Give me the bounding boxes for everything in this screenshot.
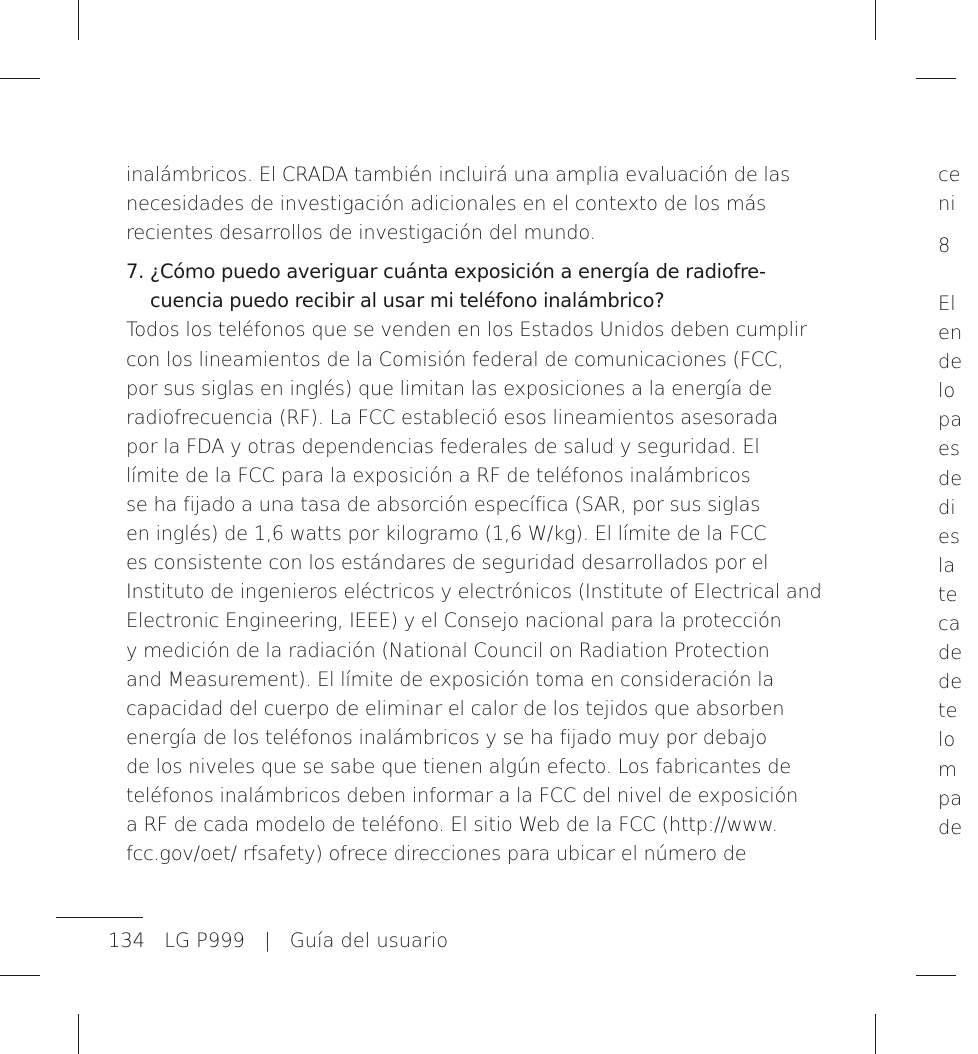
fragment-line: 8 [938,234,951,257]
fragment-line: lo [938,728,956,752]
fragment-line: pa [938,408,963,432]
text-line: se ha fijado a una tasa de absorción específica (SAR, por sus siglas [126,493,761,517]
crop-mark [0,78,40,79]
fragment-line: lo [938,379,956,403]
adjacent-page-heading-fragment [938,231,978,260]
text-line: teléfonos inalámbricos deben informar a la FCC del nivel de exposición [126,783,799,807]
intro-paragraph [126,160,826,247]
text-line: con los lineamientos de la Comisión federal de comunicaciones (FCC, [126,347,784,371]
page-number: 134 [108,929,146,952]
adjacent-page-top-fragment [938,160,978,218]
fragment-line: pa [938,786,963,810]
text-line: de los niveles que se sabe que tienen algún efecto. Los fabricantes de [126,754,791,778]
footer-guide-title: Guía del usuario [289,929,449,952]
text-line: Todos los teléfonos que se venden en los Estados Unidos deben cumplir [126,318,807,342]
crop-mark [875,0,876,40]
fragment-line: di [938,495,956,519]
page-footer [108,926,461,955]
adjacent-page-body-fragment [938,289,978,842]
crop-mark [875,1014,876,1054]
fragment-line: de [938,670,963,694]
fragment-line: m [938,757,957,781]
heading-line: 7. ¿Cómo puedo averiguar cuánta exposición a energía de radiofre- [126,260,766,284]
fragment-line: de [938,641,963,665]
heading-line: cuencia puedo recibir al usar mi teléfono inalámbrico? [150,289,665,313]
fragment-line: te [938,582,958,606]
fragment-line: ce [938,163,961,186]
text-line: recientes desarrollos de investigación del mundo. [126,221,596,245]
fragment-line: de [938,466,963,490]
crop-mark [916,975,956,976]
main-text-column [126,160,826,868]
text-line: límite de la FCC para la exposición a RF de teléfonos inalámbricos [126,463,751,487]
text-line: es consistente con los estándares de seguridad desarrollados por el [126,551,769,575]
text-line: energía de los teléfonos inalámbricos y se ha fijado muy por debajo [126,725,767,749]
fragment-line: en [938,321,963,345]
section-heading [126,257,826,315]
fragment-line: es [938,524,961,548]
fragment-line: de [938,350,963,374]
crop-mark [78,1014,79,1054]
fragment-line: la [938,553,956,577]
text-line: y medición de la radiación (National Council on Radiation Protection [126,638,770,662]
footer-model: LG P999 [164,929,245,952]
fragment-line: ni [938,192,956,216]
text-line: por sus siglas en inglés) que limitan las exposiciones a la energía de [126,376,772,400]
fragment-line: te [938,699,958,723]
text-line: capacidad del cuerpo de eliminar el calor de los tejidos que absorben [126,696,785,720]
text-line: Instituto de ingenieros eléctricos y electrónicos (Institute of Electrical and [126,580,822,604]
footer-rule [56,917,143,918]
text-line: radiofrecuencia (RF). La FCC estableció esos lineamientos asesorada [126,405,778,429]
fragment-line: El [938,292,956,315]
footer-separator: | [264,929,271,952]
text-line: en inglés) de 1,6 watts por kilogramo (1,6 W/kg). El límite de la FCC [126,522,767,546]
text-line: a RF de cada modelo de teléfono. El sitio Web de la FCC (http://www. [126,813,778,837]
fragment-line: es [938,437,961,461]
crop-mark [0,975,40,976]
crop-mark [78,0,79,40]
text-line: and Measurement). El límite de exposición toma en consideración la [126,667,775,691]
text-line: necesidades de investigación adicionales en el contexto de los más [126,192,766,216]
text-line: fcc.gov/oet/ rfsafety) ofrece direcciones para ubicar el número de [126,842,747,866]
text-line: Electronic Engineering, IEEE) y el Consejo nacional para la protección [126,609,782,633]
text-line: inalámbricos. El CRADA también incluirá una amplia evaluación de las [126,163,791,186]
fragment-line: ca [938,612,961,636]
fragment-line: de [938,815,963,839]
text-line: por la FDA y otras dependencias federales de salud y seguridad. El [126,434,760,458]
body-paragraph [126,315,826,868]
crop-mark [916,78,956,79]
